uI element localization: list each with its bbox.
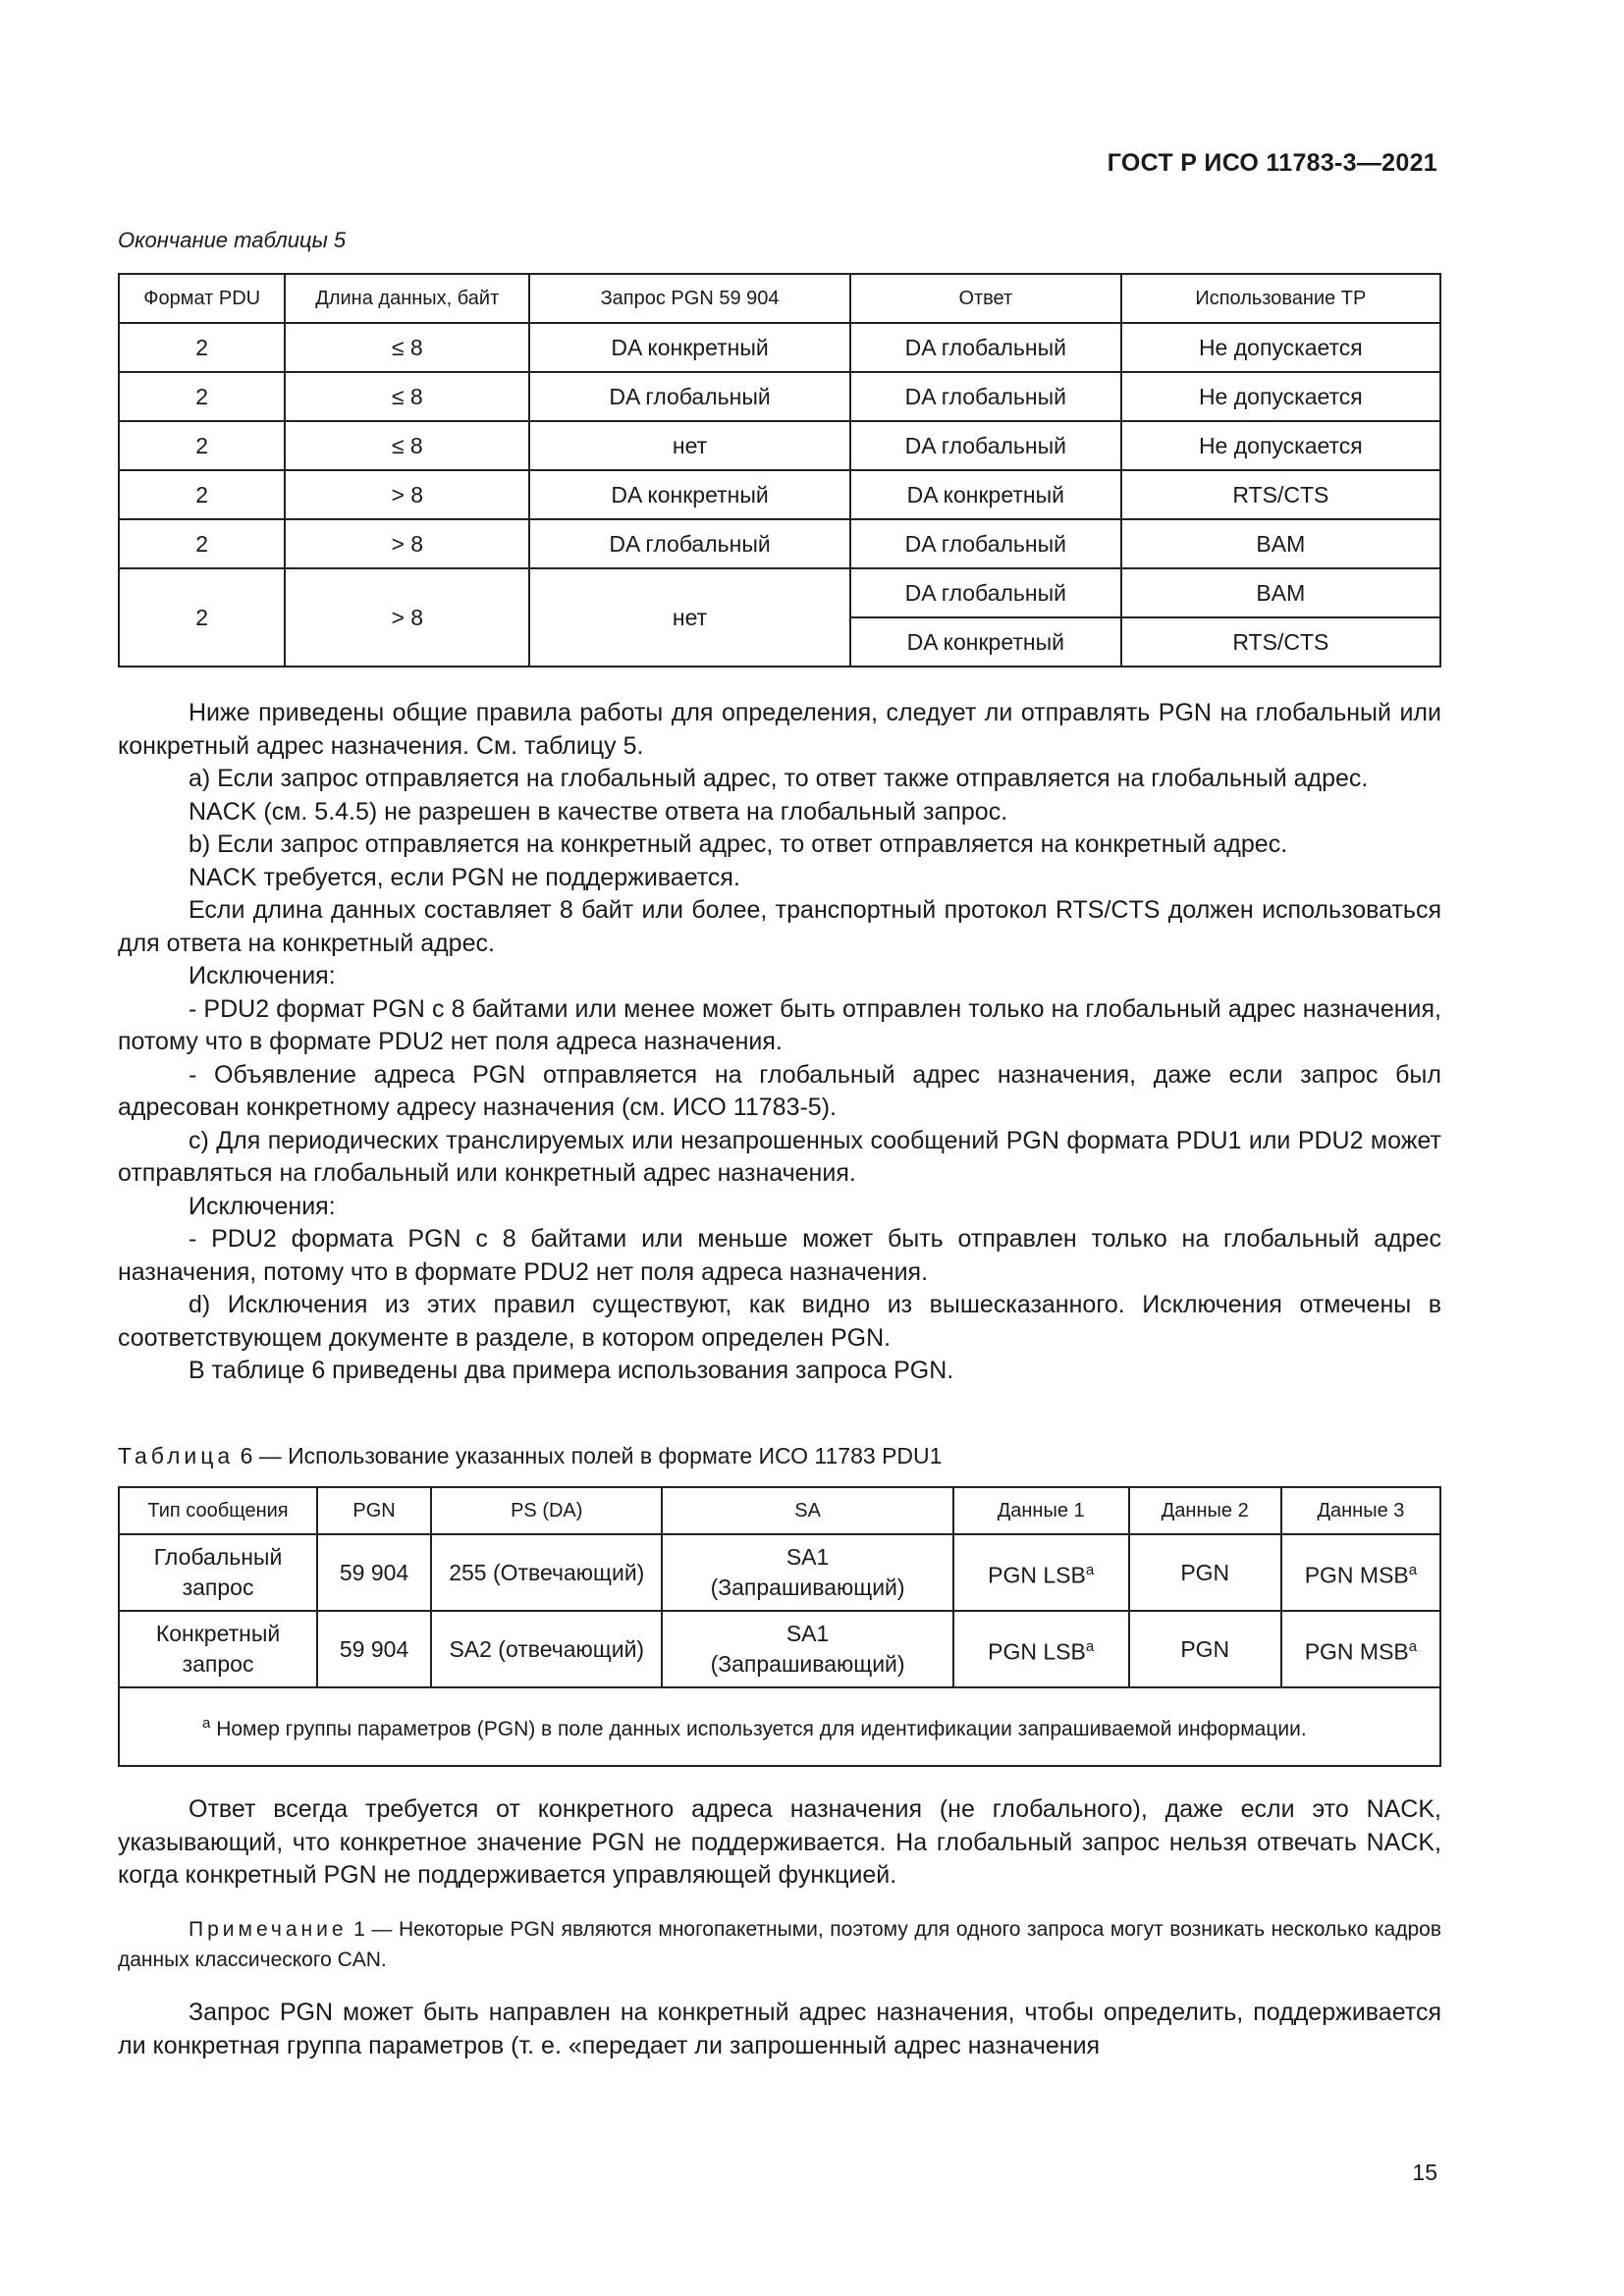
paragraph: Ответ всегда требуется от конкретного адреса назначения (не глобального), даже если это NACK, указывающий, что конкретное значение PGN не поддерживается. На глобальный запрос нельзя отвечать NACK, когда конкретный PGN не поддерживается управляющей функцией. — [118, 1795, 1441, 1889]
table-cell: ≤ 8 — [285, 421, 529, 470]
paragraph: c) Для периодических транслируемых или незапрошенных сообщений PGN формата PDU1 или PDU2 может отправляться на глобальный или конкретный адрес назначения. — [118, 1126, 1441, 1187]
table-cell: BAM — [1121, 519, 1440, 568]
cell-value: PGN MSB — [1304, 1638, 1409, 1665]
table5-column-header: Длина данных, байт — [285, 274, 529, 323]
table6-column-header: Данные 1 — [953, 1487, 1129, 1534]
table6-column-header: Тип сообщения — [119, 1487, 317, 1534]
note-label: Примечание — [189, 1918, 348, 1941]
paragraph: Ниже приведены общие правила работы для определения, следует ли отправлять PGN на глобальный или конкретный адрес назначения. См. таблицу 5. — [118, 699, 1441, 760]
table6-caption — [118, 1443, 942, 1469]
table6-column-header: PS (DA) — [431, 1487, 662, 1534]
body-text-response — [118, 1793, 1441, 1893]
table6-footnote-row — [119, 1687, 1440, 1766]
table-cell: Не допускается — [1121, 323, 1440, 372]
table6-footnote — [119, 1687, 1440, 1766]
table6-column-header: Данные 3 — [1281, 1487, 1440, 1534]
footnote-mark: a — [1408, 1637, 1418, 1655]
table6-caption-text: 6 — Использование указанных полей в формате ИСО 11783 PDU1 — [240, 1443, 943, 1468]
table-cell: 2 — [119, 421, 285, 470]
table-cell: нет — [529, 568, 850, 667]
table-cell: 2 — [119, 519, 285, 568]
table5 — [118, 273, 1441, 667]
table6 — [118, 1486, 1441, 1767]
note-text: 1 — Некоторые PGN являются многопакетными, поэтому для одного запроса могут возникать несколько кадров данных классического CAN. — [118, 1918, 1441, 1971]
table-cell: DA глобальный — [529, 372, 850, 421]
table5-column-header: Формат PDU — [119, 274, 285, 323]
table-cell: Не допускается — [1121, 372, 1440, 421]
body-text-rules — [118, 697, 1441, 1388]
footnote-text: Номер группы параметров (PGN) в поле данных используется для идентификации запрашиваемой информации. — [216, 1718, 1307, 1740]
table-cell: нет — [529, 421, 850, 470]
note-1 — [118, 1914, 1441, 1975]
paragraph: - Объявление адреса PGN отправляется на глобальный адрес назначения, даже если запрос был адресован конкретному адресу назначения (см. ИСО 11783-5). — [118, 1060, 1441, 1121]
cell-value: PGN MSB — [1304, 1562, 1409, 1588]
paragraph: Исключения: — [189, 962, 336, 989]
table-cell: 2 — [119, 372, 285, 421]
footnote-mark: a — [202, 1715, 211, 1732]
table-row — [119, 323, 1440, 372]
table-cell: PGN — [1129, 1534, 1281, 1611]
table-cell: PGN — [1129, 1611, 1281, 1687]
table-cell: 2 — [119, 323, 285, 372]
table-cell: DA глобальный — [850, 372, 1121, 421]
table-cell: RTS/CTS — [1121, 470, 1440, 519]
cell-line: (Запрашивающий) — [710, 1651, 905, 1677]
table5-continuation-caption: Окончание таблицы 5 — [118, 228, 347, 252]
paragraph: b) Если запрос отправляется на конкретный адрес, то ответ отправляется на конкретный адрес. — [189, 830, 1288, 858]
table-cell — [1281, 1611, 1440, 1687]
table6-caption-label: Таблица — [118, 1443, 235, 1468]
table-cell — [662, 1611, 952, 1687]
table-cell: > 8 — [285, 470, 529, 519]
paragraph: d) Исключения из этих правил существуют, как видно из вышесказанного. Исключения отмечены в соответствующем документе в разделе, в котором определен PGN. — [118, 1291, 1441, 1352]
table-cell: DA конкретный — [529, 470, 850, 519]
paragraph: a) Если запрос отправляется на глобальный адрес, то ответ также отправляется на глобальный адрес. — [189, 765, 1369, 792]
footnote-mark: a — [1408, 1561, 1418, 1578]
cell-line: SA1 — [785, 1544, 830, 1570]
table-cell: 2 — [119, 470, 285, 519]
table5-column-header: Ответ — [850, 274, 1121, 323]
footnote-mark: a — [1085, 1637, 1095, 1655]
paragraph: Запрос PGN может быть направлен на конкретный адрес назначения, чтобы определить, поддерживается ли конкретная группа параметров (т. е. «передает ли запрошенный адрес назначения — [118, 1999, 1441, 2059]
footnote-mark: a — [1085, 1561, 1095, 1578]
table-cell: 59 904 — [317, 1611, 431, 1687]
table-cell — [953, 1534, 1129, 1611]
table6-column-header: SA — [662, 1487, 952, 1534]
table-cell: DA глобальный — [850, 568, 1121, 617]
paragraph: Исключения: — [189, 1192, 336, 1220]
body-text-request — [118, 1997, 1441, 2062]
table-row — [119, 372, 1440, 421]
page-header-standard: ГОСТ Р ИСО 11783-3—2021 — [1107, 149, 1437, 177]
table-cell: DA конкретный — [850, 470, 1121, 519]
cell-line: запрос — [182, 1651, 254, 1677]
table-cell: DA глобальный — [850, 421, 1121, 470]
cell-value: PGN LSB — [988, 1562, 1086, 1588]
table-row — [119, 470, 1440, 519]
table-row — [119, 421, 1440, 470]
table-cell: 255 (Отвечающий) — [431, 1534, 662, 1611]
table5-header-row — [119, 274, 1440, 323]
table-cell: ≤ 8 — [285, 323, 529, 372]
table-cell — [953, 1611, 1129, 1687]
table-cell: RTS/CTS — [1121, 617, 1440, 667]
table-cell: BAM — [1121, 568, 1440, 617]
table-cell — [1281, 1534, 1440, 1611]
table-cell: ≤ 8 — [285, 372, 529, 421]
table-cell: > 8 — [285, 519, 529, 568]
table-cell: 59 904 — [317, 1534, 431, 1611]
cell-line: SA1 — [785, 1621, 830, 1646]
table-cell — [119, 1534, 317, 1611]
table-cell: > 8 — [285, 568, 529, 667]
paragraph: В таблице 6 приведены два примера использования запроса PGN. — [189, 1357, 954, 1384]
cell-line: запрос — [182, 1575, 254, 1600]
table6-column-header: Данные 2 — [1129, 1487, 1281, 1534]
paragraph: - PDU2 формат PGN с 8 байтами или менее может быть отправлен только на глобальный адрес назначения, потому что в формате PDU2 нет поля адреса назначения. — [118, 994, 1441, 1055]
paragraph: NACK (см. 5.4.5) не разрешен в качестве ответа на глобальный запрос. — [189, 797, 1008, 826]
table5-column-header: Запрос PGN 59 904 — [529, 274, 850, 323]
table-row — [119, 1534, 1440, 1611]
table-row — [119, 1611, 1440, 1687]
table-cell — [662, 1534, 952, 1611]
table-cell: DA глобальный — [850, 519, 1121, 568]
table6-column-header: PGN — [317, 1487, 431, 1534]
table-row — [119, 568, 1440, 617]
table-cell: DA глобальный — [529, 519, 850, 568]
paragraph: - PDU2 формата PGN с 8 байтами или меньше может быть отправлен только на глобальный адрес назначения, потому что в формате PDU2 нет поля адреса назначения. — [118, 1225, 1441, 1286]
table-cell: Не допускается — [1121, 421, 1440, 470]
cell-line: Конкретный — [155, 1621, 281, 1646]
table-cell: SA2 (отвечающий) — [431, 1611, 662, 1687]
note-paragraph — [118, 1914, 1441, 1975]
table-cell — [119, 1611, 317, 1687]
cell-value: PGN LSB — [988, 1638, 1086, 1665]
cell-line: (Запрашивающий) — [710, 1575, 905, 1600]
paragraph: Если длина данных составляет 8 байт или более, транспортный протокол RTS/CTS должен использоваться для ответа на конкретный адрес. — [118, 896, 1441, 957]
table-row — [119, 519, 1440, 568]
table-cell: DA конкретный — [529, 323, 850, 372]
cell-line: Глобальный — [153, 1544, 283, 1570]
table-cell: 2 — [119, 568, 285, 667]
table-cell: DA глобальный — [850, 323, 1121, 372]
table-cell: DA конкретный — [850, 617, 1121, 667]
paragraph: NACK требуется, если PGN не поддерживается. — [189, 863, 740, 891]
table6-header-row — [119, 1487, 1440, 1534]
table5-column-header: Использование TP — [1121, 274, 1440, 323]
page-number: 15 — [1412, 2160, 1437, 2185]
